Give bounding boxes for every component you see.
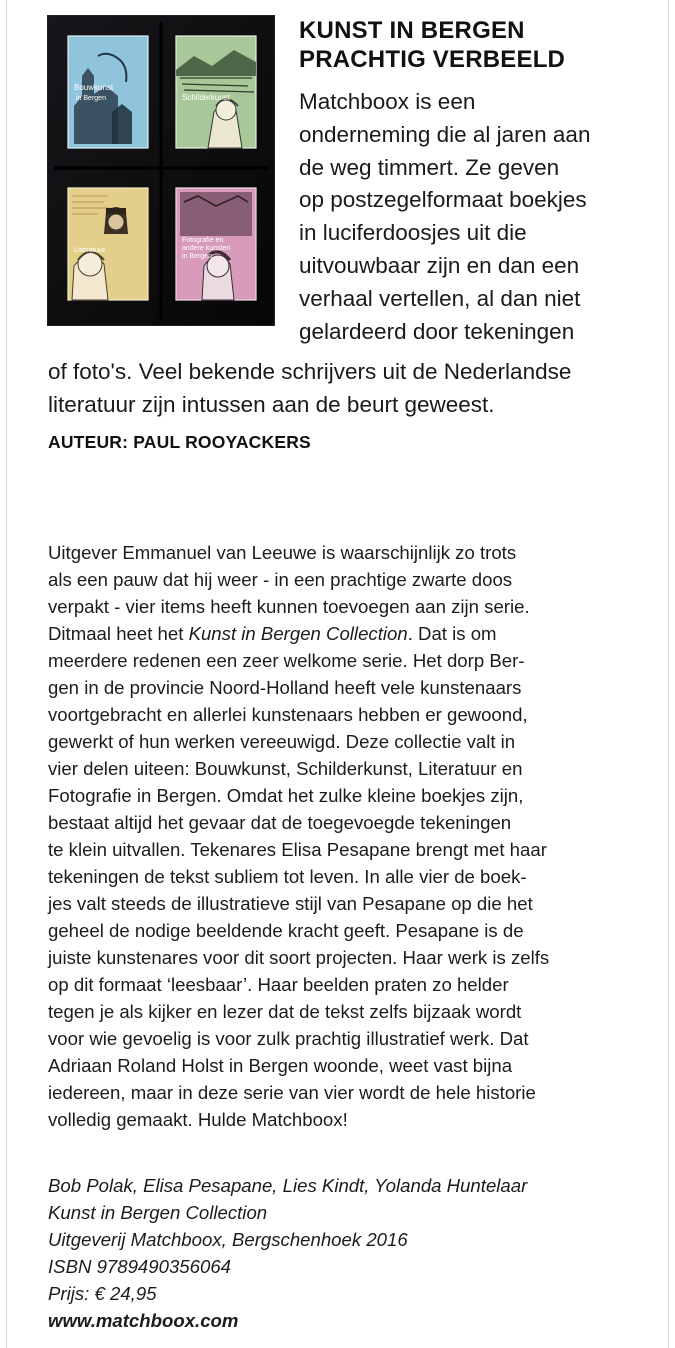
body-text: . Dat is om: [407, 623, 497, 644]
intro-line: op postzegelformaat boekjes: [299, 187, 587, 213]
collection-title: Kunst in Bergen Collection: [188, 623, 408, 644]
body-line: tekeningen de tekst subliem tot leven. In alle vier de boek-: [48, 866, 527, 887]
intro-line: in luciferdoosjes uit die: [299, 220, 527, 246]
body-line: tegen je als kijker en lezer dat de tekst zelfs bijzaak wordt: [48, 1001, 522, 1022]
body-line: voor wie gevoelig is voor zulk prachtig illustratief werk. Dat: [48, 1028, 529, 1049]
credits-price: Prijs: € 24,95: [48, 1283, 157, 1304]
body-line: bestaat altijd het gevaar dat de toegevoegde tekeningen: [48, 812, 512, 833]
body-line: verpakt - vier items heeft kunnen toevoegen aan zijn serie.: [48, 596, 530, 617]
body-line: iedereen, maar in deze serie van vier wordt de hele historie: [48, 1082, 536, 1103]
intro-line: gelardeerd door tekeningen: [299, 318, 575, 344]
body-line: gen in de provincie Noord-Holland heeft vele kunstenaars: [48, 677, 522, 698]
credits-publisher: Uitgeverij Matchboox, Bergschenhoek 2016: [48, 1229, 408, 1250]
body-line: Adriaan Roland Holst in Bergen woonde, weet vast bijna: [48, 1055, 513, 1076]
svg-text:in Bergen: in Bergen: [76, 95, 106, 102]
credits-book-title: Kunst in Bergen Collection: [48, 1202, 268, 1223]
matchbox-set-image: [48, 16, 274, 325]
svg-text:Literatuur: Literatuur: [74, 245, 106, 254]
credits-authors: Bob Polak, Elisa Pesapane, Lies Kindt, Yolanda Huntelaar: [48, 1175, 528, 1196]
intro-line: onderneming die al jaren aan: [299, 121, 591, 147]
publisher-website-link[interactable]: www.matchboox.com: [48, 1310, 239, 1331]
svg-text:in Bergen: in Bergen: [182, 253, 212, 260]
svg-text:andere kunsten: andere kunsten: [182, 245, 231, 252]
svg-text:Schilderkunst: Schilderkunst: [182, 93, 231, 102]
body-line: juiste kunstenares voor dit soort projecten. Haar werk is zelfs: [48, 947, 550, 968]
body-line: voortgebracht en allerlei kunstenaars hebben er gewoond,: [48, 704, 528, 725]
body-text: Ditmaal heet het: [48, 623, 189, 644]
intro-line: Matchboox is een: [299, 89, 476, 114]
book-fotografie: [176, 188, 256, 300]
title-line: PRACHTIG VERBEELD: [299, 46, 566, 73]
book-cover-photo: [48, 16, 274, 325]
intro-line: verhaal vertellen, al dan niet: [299, 285, 581, 311]
body-line: [48, 620, 663, 647]
svg-text:Fotografie en: Fotografie en: [182, 237, 224, 244]
body-line: gewerkt of hun werken vereeuwigd. Deze collectie valt in: [48, 731, 516, 752]
body-line: jes valt steeds de illustratieve stijl van Pesapane op die het: [48, 893, 533, 914]
intro-line: uitvouwbaar zijn en dan een: [299, 252, 580, 278]
body-line: vier delen uiteen: Bouwkunst, Schilderkunst, Literatuur en: [48, 758, 523, 779]
credits-isbn: ISBN 9789490356064: [48, 1256, 231, 1277]
book-credits: [48, 1172, 527, 1334]
intro-line: of foto's. Veel bekende schrijvers uit de Nederlandse: [48, 359, 572, 384]
body-line: als een pauw dat hij weer - in een prachtige zwarte doos: [48, 569, 513, 590]
body-line: Fotografie in Bergen. Omdat het zulke kleine boekjes zijn,: [48, 785, 524, 806]
body-line: meerdere redenen een zeer welkome serie. Het dorp Ber-: [48, 650, 525, 671]
article-body: [48, 539, 663, 1133]
intro-line: de weg timmert. Ze geven: [299, 154, 560, 180]
book-label-bouwkunst: Bouwkunst: [74, 83, 114, 92]
intro-line: literatuur zijn intussen aan de beurt geweest.: [48, 391, 495, 417]
article-title: [299, 16, 659, 74]
body-line: Uitgever Emmanuel van Leeuwe is waarschijnlijk zo trots: [48, 542, 517, 563]
body-line: te klein uitvallen. Tekenares Elisa Pesapane brengt met haar: [48, 839, 547, 860]
article-intro-continued: [48, 356, 668, 422]
body-line: geheel de nodige beeldende kracht geeft. Pesapane is de: [48, 920, 524, 941]
title-line: KUNST IN BERGEN: [299, 17, 525, 44]
book-literatuur: [68, 188, 148, 300]
article-author: AUTEUR: PAUL ROOYACKERS: [48, 432, 311, 452]
body-line: op dit formaat ‘leesbaar’. Haar beelden praten zo helder: [48, 974, 509, 995]
book-bouwkunst: [68, 36, 148, 148]
book-schilderkunst: [176, 36, 256, 148]
body-line: volledig gemaakt. Hulde Matchboox!: [48, 1109, 348, 1130]
article-intro: [299, 86, 649, 348]
